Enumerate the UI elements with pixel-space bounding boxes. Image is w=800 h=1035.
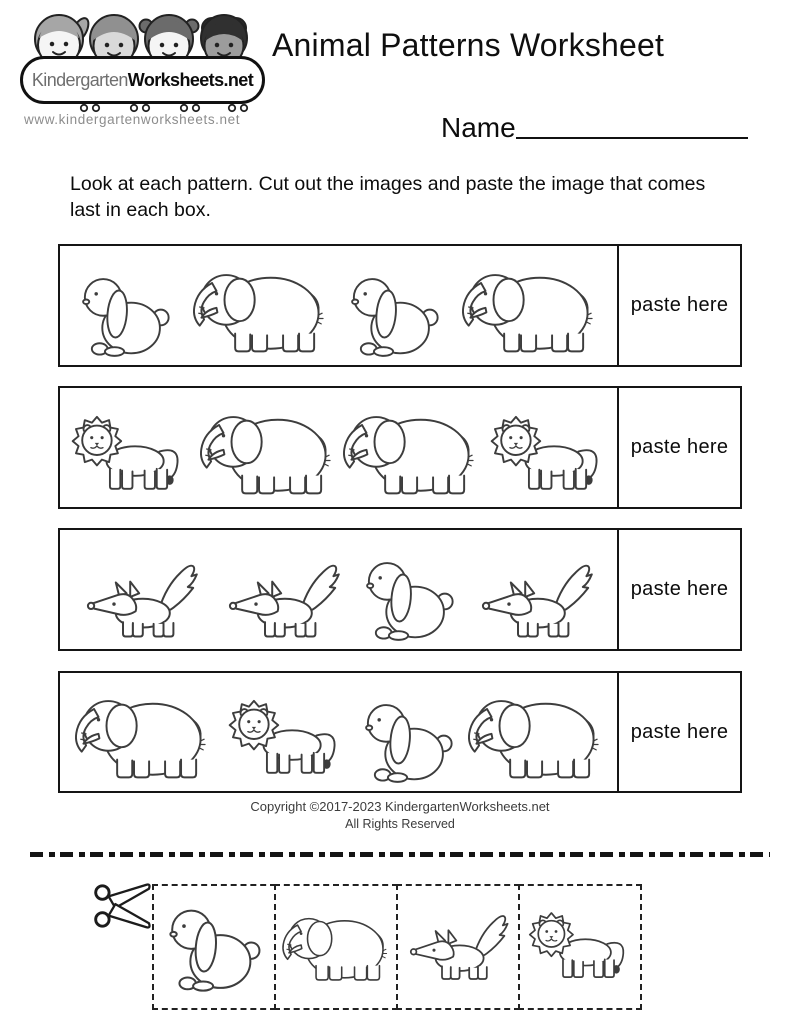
fox-drawing bbox=[78, 559, 204, 642]
elephant-drawing bbox=[279, 910, 393, 985]
elephant-drawing bbox=[196, 406, 338, 500]
lion-drawing bbox=[221, 694, 351, 784]
paste-here-box bbox=[617, 673, 740, 791]
scissors-icon bbox=[92, 882, 156, 930]
copyright-line1: Copyright ©2017-2023 KindergartenWorksheets.net bbox=[250, 799, 550, 814]
elephant-drawing bbox=[464, 690, 606, 784]
rabbit-drawing bbox=[77, 270, 173, 358]
pattern-animals bbox=[60, 530, 617, 649]
pattern-animals bbox=[60, 246, 617, 365]
page-title: Animal Patterns Worksheet bbox=[272, 27, 665, 63]
elephant-drawing bbox=[189, 264, 331, 358]
paste-here-label: paste here bbox=[630, 436, 729, 458]
paste-here-box bbox=[617, 246, 740, 365]
cutout-box-lion bbox=[518, 884, 642, 1010]
cutout-box-fox bbox=[396, 884, 520, 1010]
cutout-box-rabbit bbox=[152, 884, 276, 1010]
lion-drawing bbox=[64, 410, 194, 500]
cutout-box-elephant bbox=[274, 884, 398, 1010]
cutout-row bbox=[152, 884, 642, 1010]
copyright-block bbox=[0, 799, 800, 831]
name-row bbox=[441, 112, 748, 144]
copyright-line2: All Rights Reserved bbox=[345, 817, 455, 831]
pattern-animals bbox=[60, 673, 617, 791]
fox-drawing bbox=[473, 559, 599, 642]
pattern-animals bbox=[60, 388, 617, 507]
paste-here-label: paste here bbox=[630, 578, 729, 600]
pattern-row-3 bbox=[58, 528, 742, 651]
pattern-row-4 bbox=[58, 671, 742, 793]
name-label: Name bbox=[441, 112, 516, 143]
lion-drawing bbox=[522, 907, 638, 987]
paste-here-label: paste here bbox=[630, 294, 729, 316]
pattern-row-2 bbox=[58, 386, 742, 509]
rabbit-drawing bbox=[361, 554, 457, 642]
logo-text-kindergarten: Kindergarten bbox=[31, 69, 128, 90]
elephant-drawing bbox=[339, 406, 481, 500]
logo-sign bbox=[20, 56, 265, 104]
elephant-drawing bbox=[458, 264, 600, 358]
fox-drawing bbox=[402, 910, 514, 984]
instructions-text: Look at each pattern. Cut out the images and paste the image that comes last in each box. bbox=[70, 173, 706, 221]
logo-url: www.kindergartenworksheets.net bbox=[24, 112, 241, 127]
name-blank-line bbox=[516, 137, 748, 139]
rabbit-drawing bbox=[346, 270, 442, 358]
rabbit-drawing bbox=[360, 696, 456, 784]
rabbit-drawing bbox=[164, 901, 264, 993]
elephant-drawing bbox=[71, 690, 213, 784]
logo-text-worksheets: Worksheets.net bbox=[127, 69, 254, 90]
pattern-row-1 bbox=[58, 244, 742, 367]
lion-drawing bbox=[483, 410, 613, 500]
dashed-cut-line bbox=[30, 852, 770, 857]
paste-here-box bbox=[617, 388, 740, 507]
paste-here-label: paste here bbox=[630, 720, 729, 743]
fox-drawing bbox=[220, 559, 346, 642]
paste-here-box bbox=[617, 530, 740, 649]
